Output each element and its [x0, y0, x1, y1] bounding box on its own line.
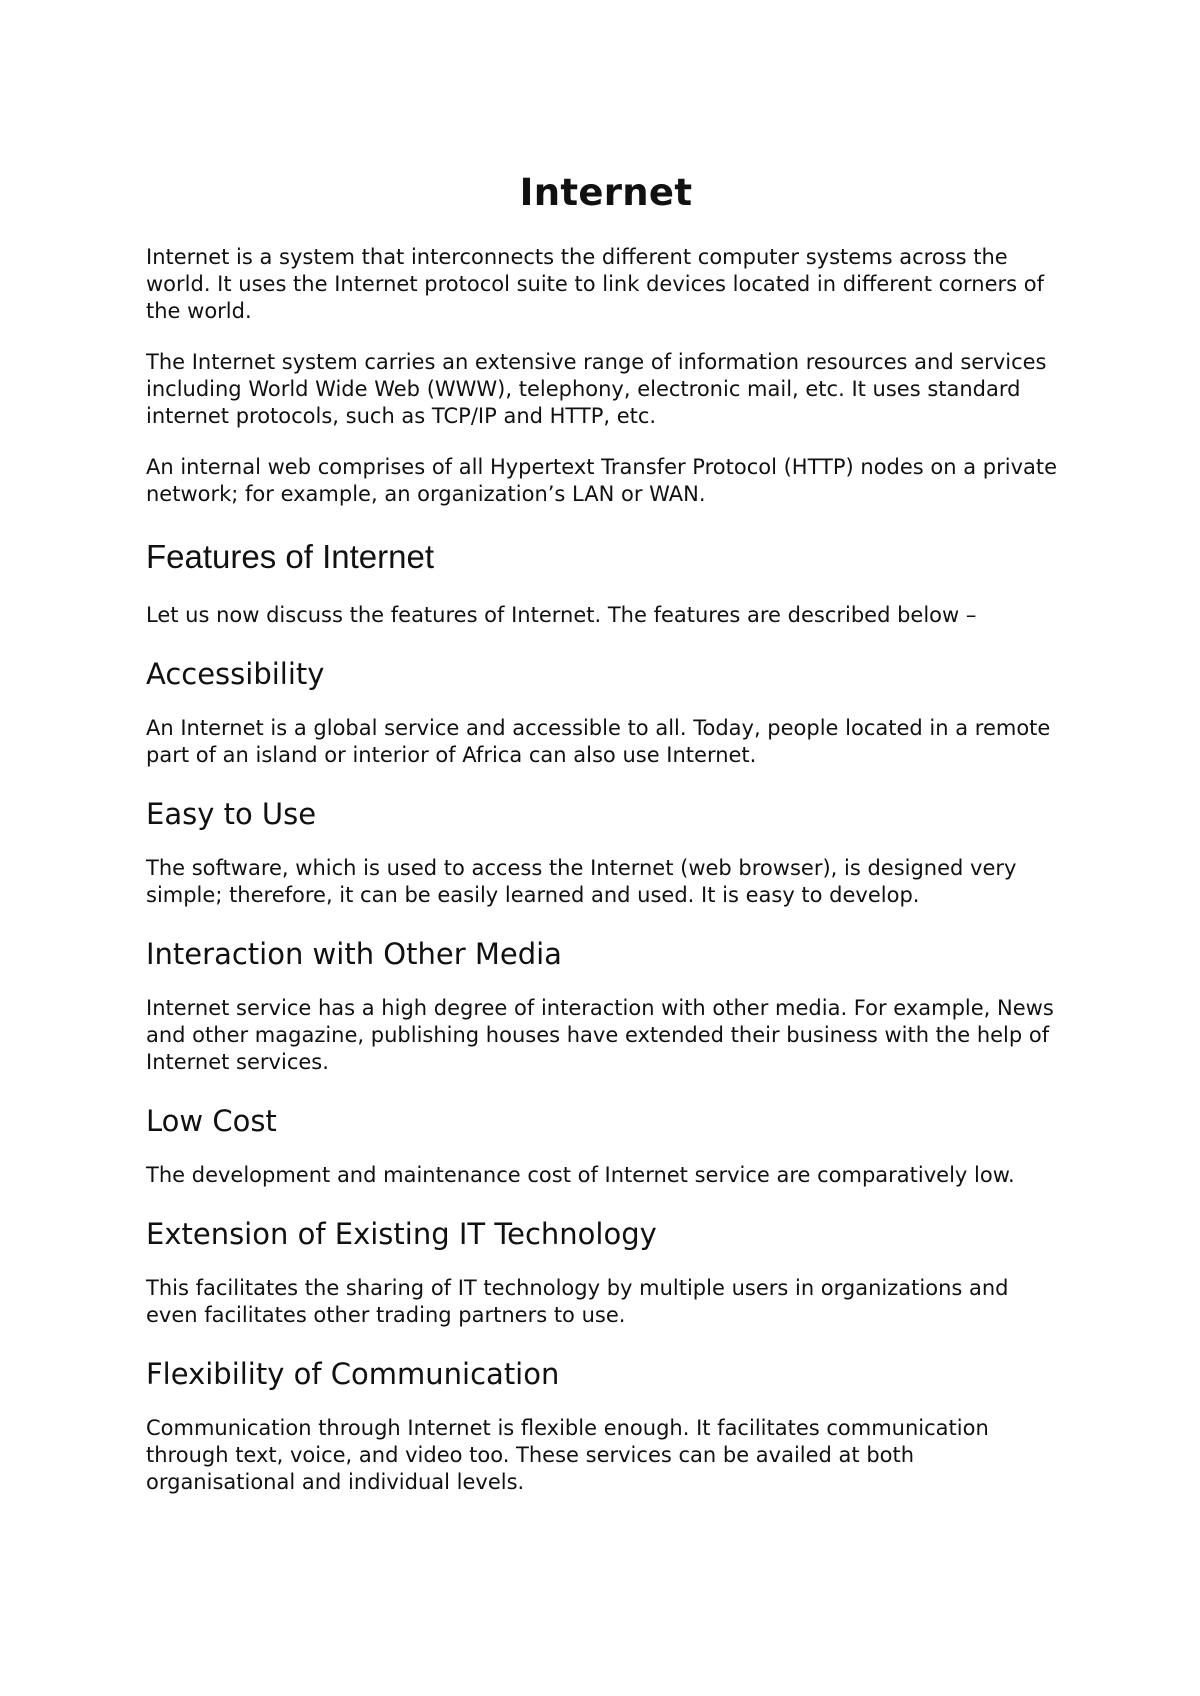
feature-heading: Low Cost	[146, 1104, 277, 1138]
features-heading: Features of Internet	[146, 538, 434, 575]
feature-flexibility-of-communication	[146, 1357, 1066, 1496]
document-page	[146, 170, 1066, 1520]
feature-low-cost	[146, 1104, 1066, 1189]
feature-text: The development and maintenance cost of Internet service are comparatively low.	[146, 1163, 1015, 1187]
feature-accessibility	[146, 657, 1066, 769]
feature-text: An Internet is a global service and accessible to all. Today, people located in a remote part of an island or interior of Africa can also use Internet.	[146, 716, 1051, 767]
intro-paragraph: Internet is a system that interconnects the different computer systems across the world. It uses the Internet protocol suite to link devices located in different corners of the world.	[146, 245, 1044, 323]
intro-paragraph: The Internet system carries an extensive range of information resources and services including World Wide Web (WWW), telephony, electronic mail, etc. It uses standard internet protocols, such as TCP/IP and HTTP, etc.	[146, 350, 1047, 428]
feature-text: Internet service has a high degree of interaction with other media. For example, News and other magazine, publishing houses have extended their business with the help of Internet services.	[146, 996, 1054, 1074]
feature-easy-to-use	[146, 797, 1066, 909]
feature-text: This facilitates the sharing of IT technology by multiple users in organizations and even facilitates other trading partners to use.	[146, 1276, 1009, 1327]
feature-heading: Extension of Existing IT Technology	[146, 1217, 657, 1251]
feature-heading: Flexibility of Communication	[146, 1357, 560, 1391]
feature-extension-of-existing-it-technology	[146, 1217, 1066, 1329]
feature-text: Communication through Internet is flexible enough. It facilitates communication through text, voice, and video too. These services can be availed at both organisational and individual levels.	[146, 1416, 989, 1494]
feature-heading: Easy to Use	[146, 797, 317, 831]
page-title: Internet	[519, 171, 693, 214]
intro-paragraph: An internal web comprises of all Hypertext Transfer Protocol (HTTP) nodes on a private network; for example, an organization’s LAN or WAN.	[146, 455, 1058, 506]
feature-interaction-with-other-media	[146, 937, 1066, 1076]
feature-text: The software, which is used to access the Internet (web browser), is designed very simple; therefore, it can be easily learned and used. It is easy to develop.	[146, 856, 1017, 907]
feature-heading: Accessibility	[146, 657, 325, 691]
features-intro-paragraph: Let us now discuss the features of Internet. The features are described below –	[146, 603, 977, 627]
feature-heading: Interaction with Other Media	[146, 937, 562, 971]
